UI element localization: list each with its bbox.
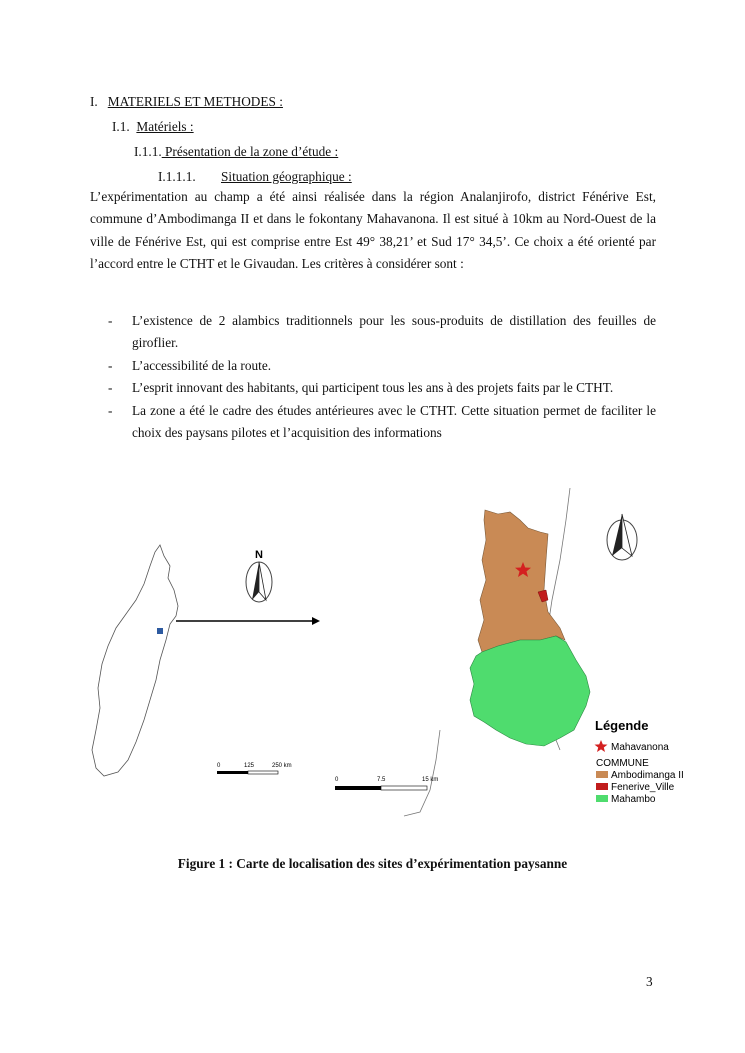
list-item: - L’existence de 2 alambics traditionnels pour les sous-produits de distillation des feuilles de giroflier. — [108, 313, 656, 351]
heading-number: I.1.1.1. — [158, 169, 196, 184]
legend-title: Légende — [595, 718, 649, 733]
heading-text: Matériels : — [136, 119, 194, 134]
svg-text:7.5: 7.5 — [377, 777, 386, 783]
commune-mahambo — [470, 636, 590, 746]
svg-text:N: N — [255, 549, 263, 561]
page-number: 3 — [646, 974, 653, 989]
svg-text:15 km: 15 km — [422, 777, 439, 783]
north-arrow-icon — [607, 514, 637, 560]
legend-point-label: Mahavanona — [611, 742, 669, 753]
list-item: - La zone a été le cadre des études antérieures avec le CTHT. Cette situation permet de faciliter le choix des paysans pilotes et l’acquisition des informations — [108, 402, 656, 441]
heading-number: I.1. — [112, 119, 130, 134]
list-item: - L’accessibilité de la route. — [108, 357, 272, 373]
scale-bar-left — [217, 763, 292, 774]
legend-swatch — [596, 795, 608, 802]
figure-caption: Figure 1 : Carte de localisation des sites d’expérimentation paysanne — [177, 856, 568, 871]
map-legend — [595, 718, 684, 805]
north-arrow-icon — [246, 549, 272, 602]
commune-ambodimanga-ii — [478, 510, 565, 652]
heading-text: Situation géographique : — [221, 169, 352, 184]
heading-text: Présentation de la zone d’étude : — [161, 144, 339, 159]
legend-item-label: Mahambo — [611, 794, 656, 805]
heading-text: MATERIELS ET METHODES : — [107, 94, 283, 109]
study-site-marker — [157, 628, 163, 634]
legend-item-label: Fenerive_Ville — [611, 782, 675, 793]
legend-star-icon — [595, 740, 608, 752]
legend-swatch — [596, 771, 608, 778]
arrow-head-icon — [312, 617, 320, 625]
legend-group-label: COMMUNE — [596, 758, 649, 769]
svg-text:250 km: 250 km — [272, 763, 292, 769]
legend-item-label: Ambodimanga II — [611, 770, 684, 781]
madagascar-outline — [92, 545, 178, 776]
legend-swatch — [596, 783, 608, 790]
heading-number: I.1.1. — [134, 144, 162, 159]
list-item: - L’esprit innovant des habitants, qui participent tous les ans à des projets faits par le CTHT. — [108, 380, 614, 396]
heading-number: I. — [90, 94, 98, 109]
svg-text:0: 0 — [217, 763, 221, 769]
svg-text:0: 0 — [335, 777, 339, 783]
scale-bar-right — [335, 777, 438, 790]
coastline — [404, 730, 440, 816]
svg-text:125: 125 — [244, 763, 255, 769]
body-paragraph: L’expérimentation au champ a été ainsi réalisée dans la région Analanjirofo, district Fénérive Est, commune d’Ambodimanga II et dans le fokontany Mahavanona. Il est situé à 10km au Nord-Ouest de la ville de Fénérive Est, qui est comprise entre Est 49° 38,21’ et Sud 17° 34,5’. Ce choix a été orienté par l’accord entre le CTHT et le Givaudan. Les critères à considérer sont : — [90, 189, 656, 272]
